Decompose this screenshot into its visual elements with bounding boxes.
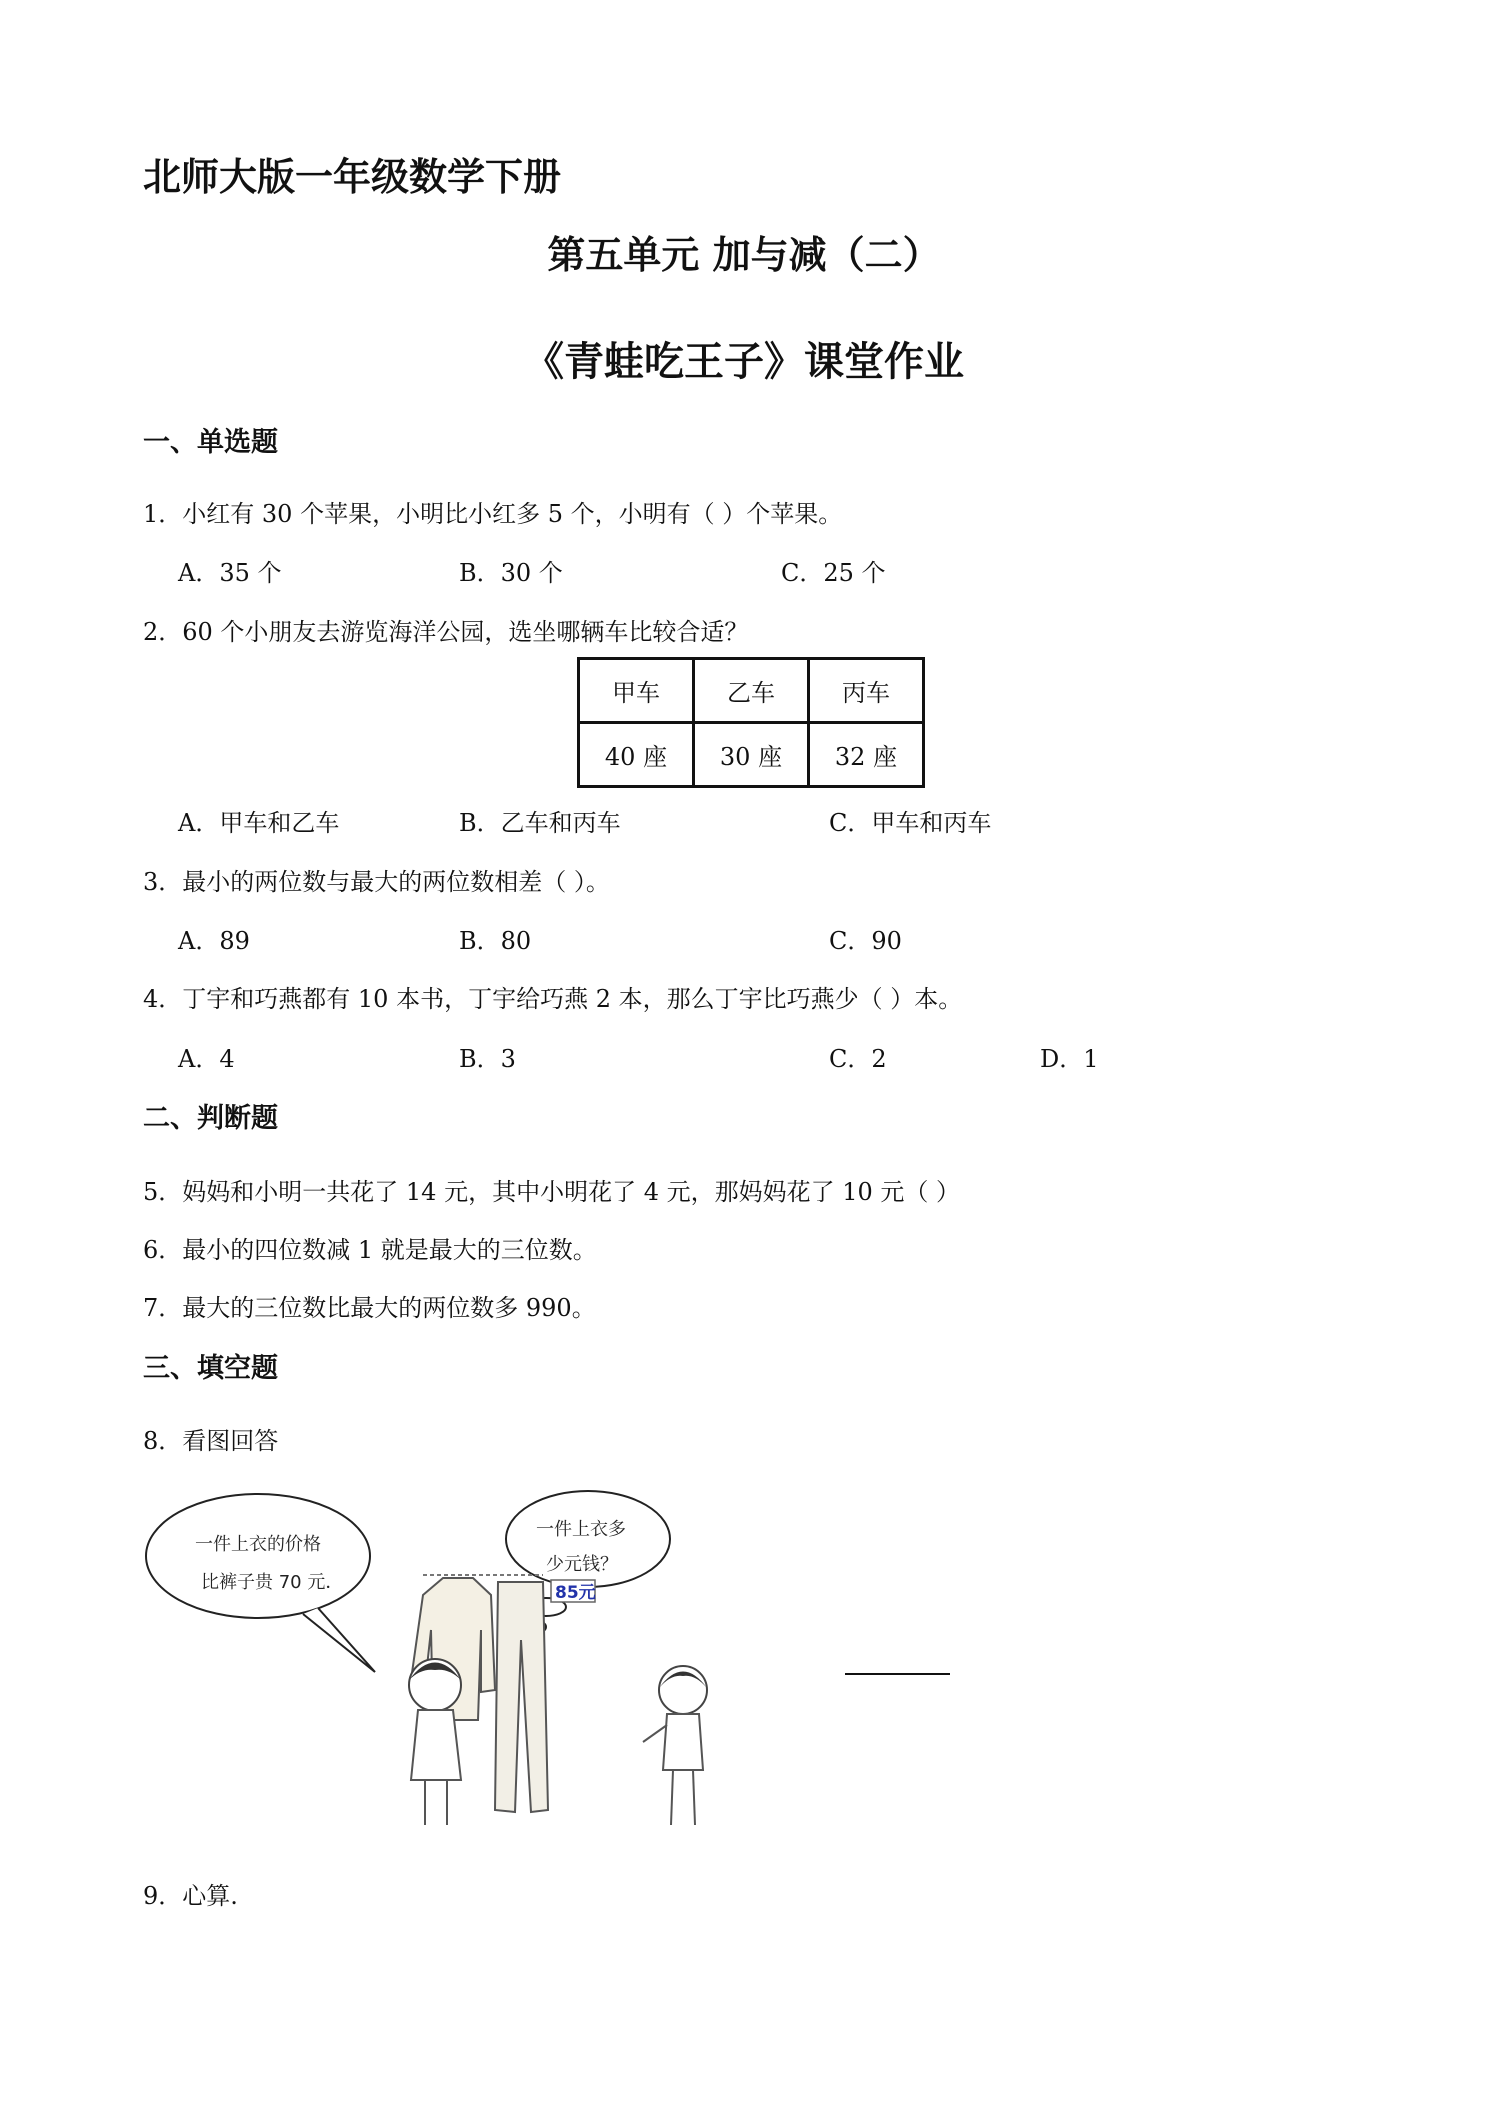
question-6: 6．最小的四位数减 1 就是最大的三位数。 [143,1236,597,1264]
table-cell: 40 座 [579,723,694,787]
question-8: 8．看图回答 [143,1427,279,1455]
section-true-false: 二、判断题 [143,1103,278,1134]
unit-title: 第五单元 加与减（二） [547,233,941,277]
lesson-title: 《青蛙吃王子》课堂作业 [524,339,964,385]
table-cell: 30 座 [694,723,809,787]
q3-option-b: B．80 [459,927,532,955]
answer-blank[interactable] [845,1673,950,1675]
child-arm-icon [643,1725,667,1742]
question-1: 1．小红有 30 个苹果，小明比小红多 5 个，小明有（ ）个苹果。 [143,500,843,528]
question-3: 3．最小的两位数与最大的两位数相差（ ）。 [143,868,610,896]
q1-option-a: A．35 个 [178,559,282,587]
q2-option-a: A．甲车和乙车 [178,809,340,837]
q4-option-a: A．4 [178,1045,235,1073]
section-single-choice: 一、单选题 [143,427,278,458]
pants-icon [495,1582,548,1812]
car-seat-table [577,657,925,788]
question-5: 5．妈妈和小明一共花了 14 元，其中小明花了 4 元，那妈妈花了 10 元（ ） [143,1178,961,1206]
book-title: 北师大版一年级数学下册 [143,155,562,199]
bubble-left-line2: 比裤子贵 70 元． [201,1572,344,1593]
child-shirt-icon [663,1714,703,1770]
price-tag-label: 85元 [555,1583,596,1603]
q1-option-c: C．25 个 [781,559,886,587]
q3-option-a: A．89 [178,927,250,955]
q4-option-b: B．3 [459,1045,516,1073]
q1-option-b: B．30 个 [459,559,563,587]
shopping-illustration [143,1480,883,1840]
section-fill-blank: 三、填空题 [143,1353,278,1384]
q4-option-d: D．1 [1040,1045,1099,1073]
speech-bubble-left [146,1494,370,1618]
table-row [579,659,924,723]
child-leg-icon [671,1770,673,1825]
question-7: 7．最大的三位数比最大的两位数多 990。 [143,1294,596,1322]
question-4: 4．丁宇和巧燕都有 10 本书，丁宇给巧燕 2 本，那么丁宇比巧燕少（ ）本。 [143,985,963,1013]
table-cell: 丙车 [809,659,924,723]
bubble-tail-icon [303,1608,375,1672]
table-cell: 甲车 [579,659,694,723]
girl-dress-icon [411,1710,461,1780]
table-cell: 32 座 [809,723,924,787]
q2-option-c: C．甲车和丙车 [829,809,992,837]
q4-option-c: C．2 [829,1045,887,1073]
q3-option-c: C．90 [829,927,902,955]
bubble-left-line1: 一件上衣的价格 [195,1534,321,1555]
question-2: 2．60 个小朋友去游览海洋公园，选坐哪辆车比较合适？ [143,618,749,646]
bubble-right-line1: 一件上衣多 [536,1519,626,1540]
child-leg-icon [693,1770,695,1825]
question-9: 9．心算. [143,1882,238,1910]
bubble-right-line2: 少元钱？ [546,1554,618,1575]
table-cell: 乙车 [694,659,809,723]
table-row [579,723,924,787]
q2-option-b: B．乙车和丙车 [459,809,621,837]
